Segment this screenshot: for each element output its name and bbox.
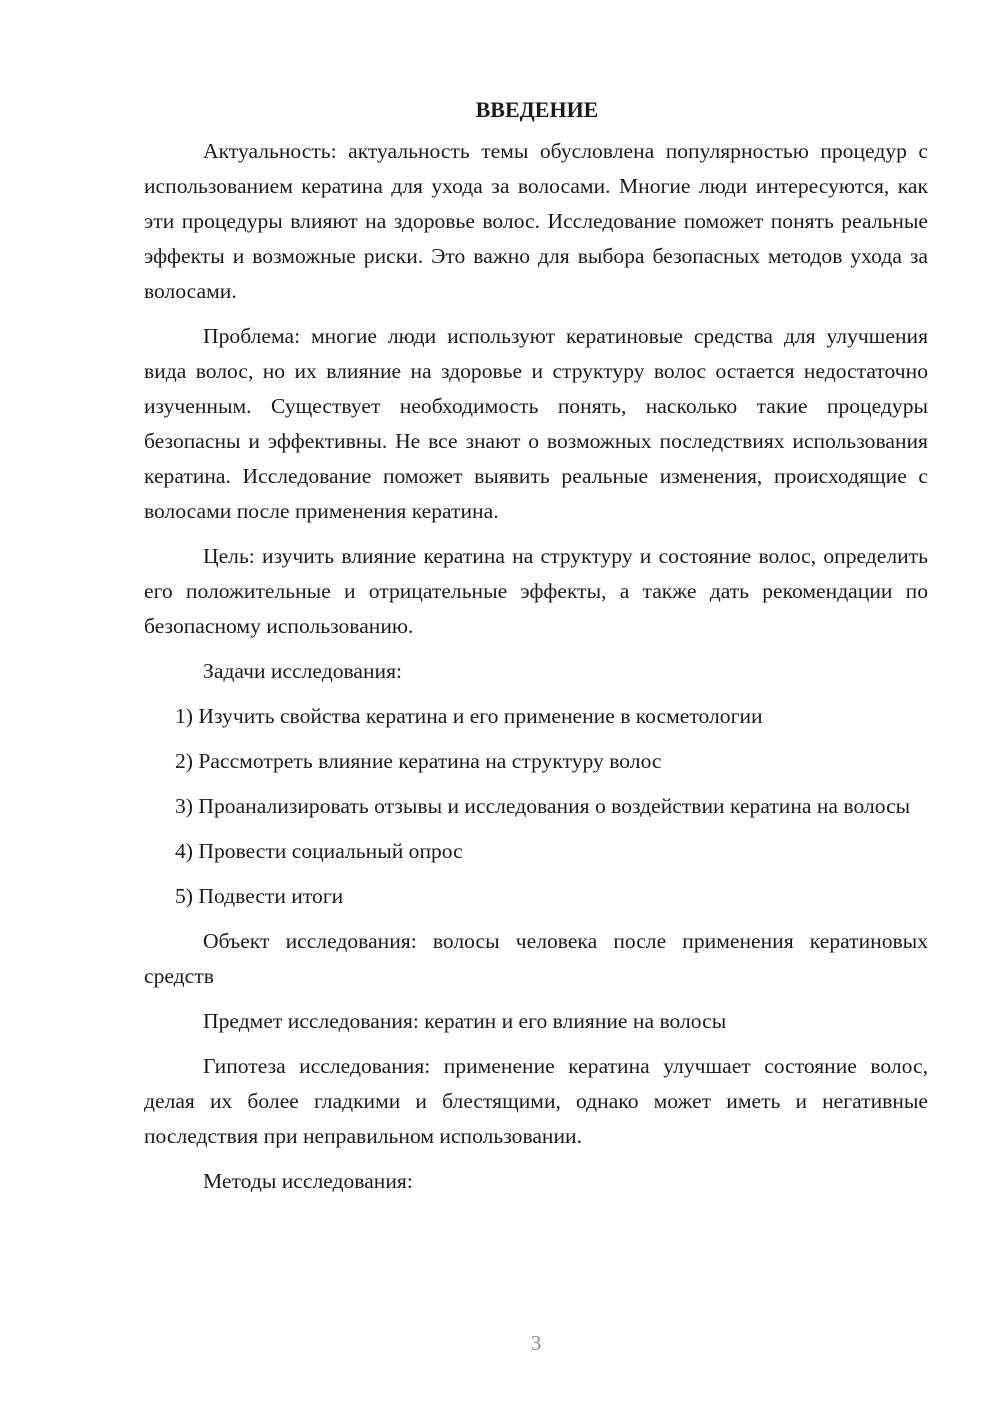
task-item-3: 3) Проанализировать отзывы и исследования о воздействии кератина на волосы xyxy=(175,794,911,818)
goal-paragraph: Цель: изучить влияние кератина на структуру и состояние волос, определить его положительные и отрицательные эффекты, а также дать рекомендации по безопасному использованию. xyxy=(144,544,928,638)
task-item-4: 4) Провести социальный опрос xyxy=(175,839,463,863)
page-number: 3 xyxy=(530,1331,542,1355)
section-heading: ВВЕДЕНИЕ xyxy=(475,97,599,122)
task-item-2: 2) Рассмотреть влияние кератина на структуру волос xyxy=(175,749,662,773)
problem-paragraph: Проблема: многие люди используют кератиновые средства для улучшения вида волос, но их влияние на здоровье и структуру волос остается недостаточно изученным. Существует необходимость понять, насколько такие процедуры безопасны и эффективны. Не все знают о возможных последствиях использования кератина. Исследование поможет выявить реальные изменения, происходящие с волосами после применения кератина. xyxy=(144,324,928,523)
task-item-5: 5) Подвести итоги xyxy=(175,884,344,908)
object-paragraph: Объект исследования: волосы человека после применения кератиновых средств xyxy=(144,929,928,988)
task-item-1: 1) Изучить свойства кератина и его применение в косметологии xyxy=(175,704,763,728)
methods-paragraph: Методы исследования: xyxy=(203,1169,413,1193)
subject-paragraph: Предмет исследования: кератин и его влияние на волосы xyxy=(203,1009,727,1033)
tasks-title: Задачи исследования: xyxy=(203,659,403,683)
relevance-paragraph: Актуальность: актуальность темы обусловлена популярностью процедур с использованием кератина для ухода за волосами. Многие люди интересуются, как эти процедуры влияют на здоровье волос. Исследование поможет понять реальные эффекты и возможные риски. Это важно для выбора безопасных методов ухода за волосами. xyxy=(144,139,928,303)
document-page xyxy=(144,92,928,1209)
hypothesis-paragraph: Гипотеза исследования: применение кератина улучшает состояние волос, делая их более гладкими и блестящими, однако может иметь и негативные последствия при неправильном использовании. xyxy=(144,1054,928,1148)
